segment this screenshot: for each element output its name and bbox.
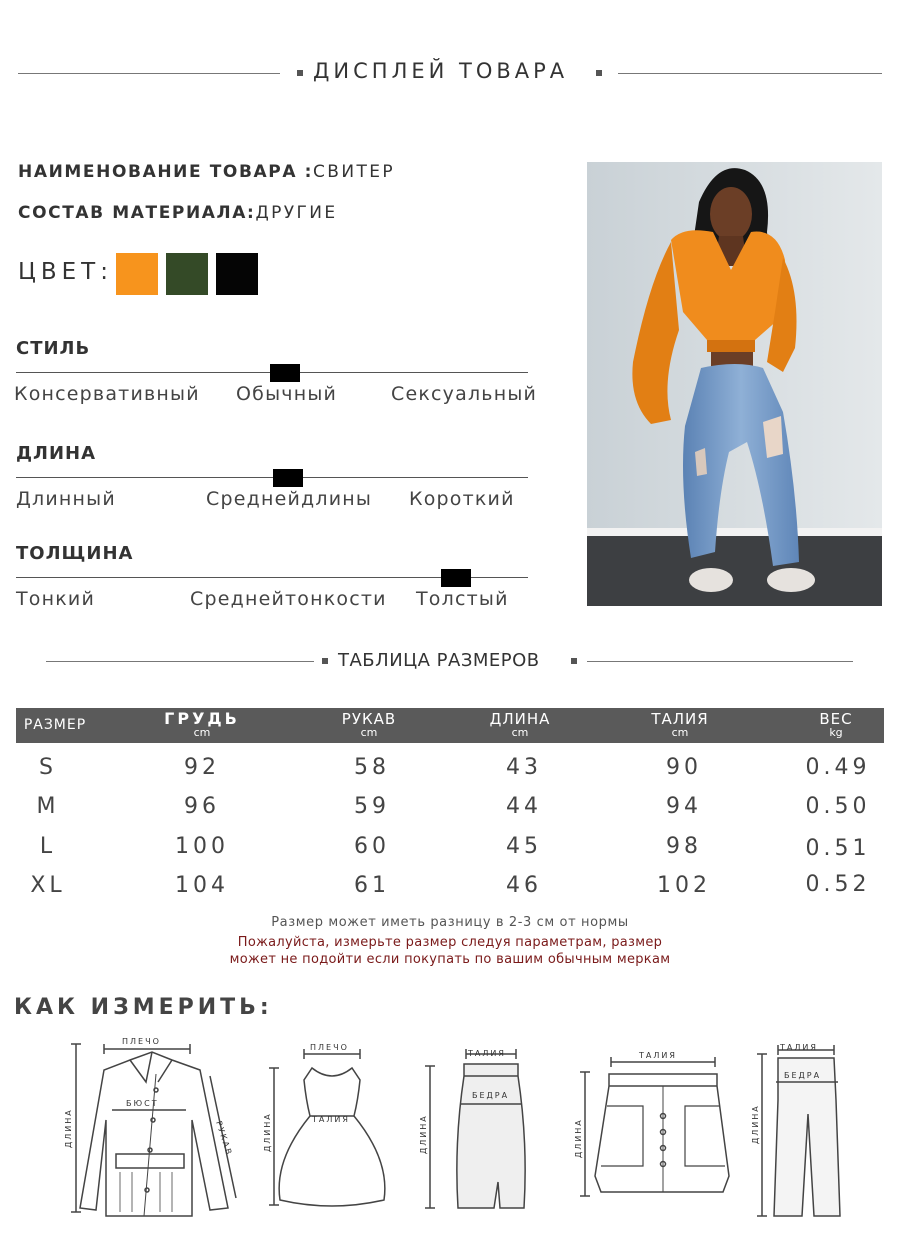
table-cell: 61 [354,873,390,898]
label-waist: ТАЛИЯ [468,1049,506,1058]
label-bust: БЮСТ [126,1099,159,1108]
column-header-label: ГРУДЬ [164,709,240,728]
column-header [776,711,896,739]
column-header [460,711,580,739]
header-rule-left [18,73,280,74]
scale-marker [273,469,303,487]
scale-option: Среднейтонкости [190,588,387,610]
column-header-unit: cm [193,726,211,739]
column-header [620,711,740,739]
scale-marker [441,569,471,587]
label-hips: БЕДРА [472,1091,510,1100]
color-label: ЦВЕТ: [18,259,113,285]
column-header [309,711,429,739]
table-cell: 104 [175,873,229,898]
table-cell: 102 [657,873,711,898]
scale-title-length: ДЛИНА [16,443,97,464]
column-header-label: ВЕС [819,710,853,728]
size-table-title: ТАБЛИЦА РАЗМЕРОВ [338,650,540,671]
material-label: СОСТАВ МАТЕРИАЛА: [18,203,256,223]
column-header-unit: kg [829,726,843,739]
size-bullet-right [571,658,577,664]
table-cell: 92 [184,755,220,780]
size-note: Размер может иметь разницу в 2-3 см от нормы [271,915,629,930]
color-swatch-green[interactable] [166,253,208,295]
column-header-unit: cm [671,726,689,739]
product-photo [587,162,882,606]
pants-diagram [750,1040,860,1225]
table-cell: 58 [354,755,390,780]
scale-option: Толстый [416,588,509,610]
column-header-label: РУКАВ [341,710,397,728]
scale-option: Сексуальный [391,383,538,405]
label-waist: ТАЛИЯ [639,1051,677,1060]
header-bullet-right [596,70,602,76]
size-warning [0,934,900,968]
label-waist: ТАЛИЯ [780,1043,818,1052]
size-warning-line: может не подойти если покупать по вашим обычным меркам [229,952,671,967]
material-value: ДРУГИЕ [255,203,338,223]
size-warning-line: Пожалуйста, измерьте размер следуя параметрам, размер [237,935,663,950]
table-cell: 0.49 [805,755,871,780]
table-cell-size: S [39,755,57,780]
label-sleeve: РУКАВ [214,1119,234,1158]
scale-option: Короткий [409,488,515,510]
column-header-label: ТАЛИЯ [651,710,709,728]
column-header-unit: cm [511,726,529,739]
column-header-label: ДЛИНА [489,710,551,728]
header-bullet-left [297,70,303,76]
label-shoulder: ПЛЕЧО [310,1043,349,1052]
product-name-row [18,162,395,182]
column-header-label: РАЗМЕР [23,717,87,733]
label-waist: ТАЛИЯ [312,1115,350,1124]
scale-option: Тонкий [16,588,96,610]
color-swatch-black[interactable] [216,253,258,295]
table-cell: 44 [506,794,542,819]
header-rule-right [618,73,882,74]
page-title: ДИСПЛЕЙ ТОВАРА [313,59,569,83]
size-rule-left [46,661,314,662]
table-cell: 0.52 [805,872,871,897]
table-cell: 46 [506,873,542,898]
scale-line [16,477,528,478]
table-cell-size: M [36,794,60,819]
table-cell: 59 [354,794,390,819]
table-cell: 94 [666,794,702,819]
table-cell: 45 [506,834,542,859]
scale-option: Среднейдлины [206,488,373,510]
column-header [142,711,262,739]
product-name-value: СВИТЕР [313,162,396,182]
dress-diagram [262,1040,397,1215]
label-length: ДЛИНА [263,1112,272,1152]
material-row [18,203,338,223]
scale-title-style: СТИЛЬ [16,338,91,359]
column-header-unit: cm [360,726,378,739]
scale-marker [270,364,300,382]
table-cell: 90 [666,755,702,780]
table-cell-size: L [39,834,57,859]
size-rule-right [587,661,853,662]
scale-option: Консервативный [14,383,200,405]
table-cell: 96 [184,794,220,819]
skirt-diagram [418,1042,538,1220]
scale-option: Длинный [16,488,116,510]
product-name-label: НАИМЕНОВАНИЕ ТОВАРА : [18,162,314,182]
table-cell: 0.51 [805,836,871,861]
label-length: ДЛИНА [751,1104,760,1144]
label-length: ДЛИНА [419,1114,428,1154]
label-shoulder: ПЛЕЧО [122,1037,161,1046]
how-to-measure-title: КАК ИЗМЕРИТЬ: [14,995,273,1020]
shorts-diagram [573,1046,748,1206]
column-header [16,716,94,734]
label-hips: БЕДРА [784,1071,822,1080]
table-cell: 100 [175,834,229,859]
model-illustration [587,162,882,606]
table-cell-size: XL [30,873,66,898]
jacket-diagram [60,1030,245,1222]
table-cell: 98 [666,834,702,859]
color-swatch-orange[interactable] [116,253,158,295]
table-cell: 60 [354,834,390,859]
scale-title-thickness: ТОЛЩИНА [16,543,134,564]
label-length: ДЛИНА [574,1118,583,1158]
table-cell: 0.50 [805,794,871,819]
size-bullet-left [322,658,328,664]
scale-option: Обычный [236,383,338,405]
table-cell: 43 [506,755,542,780]
label-length: ДЛИНА [64,1108,73,1148]
